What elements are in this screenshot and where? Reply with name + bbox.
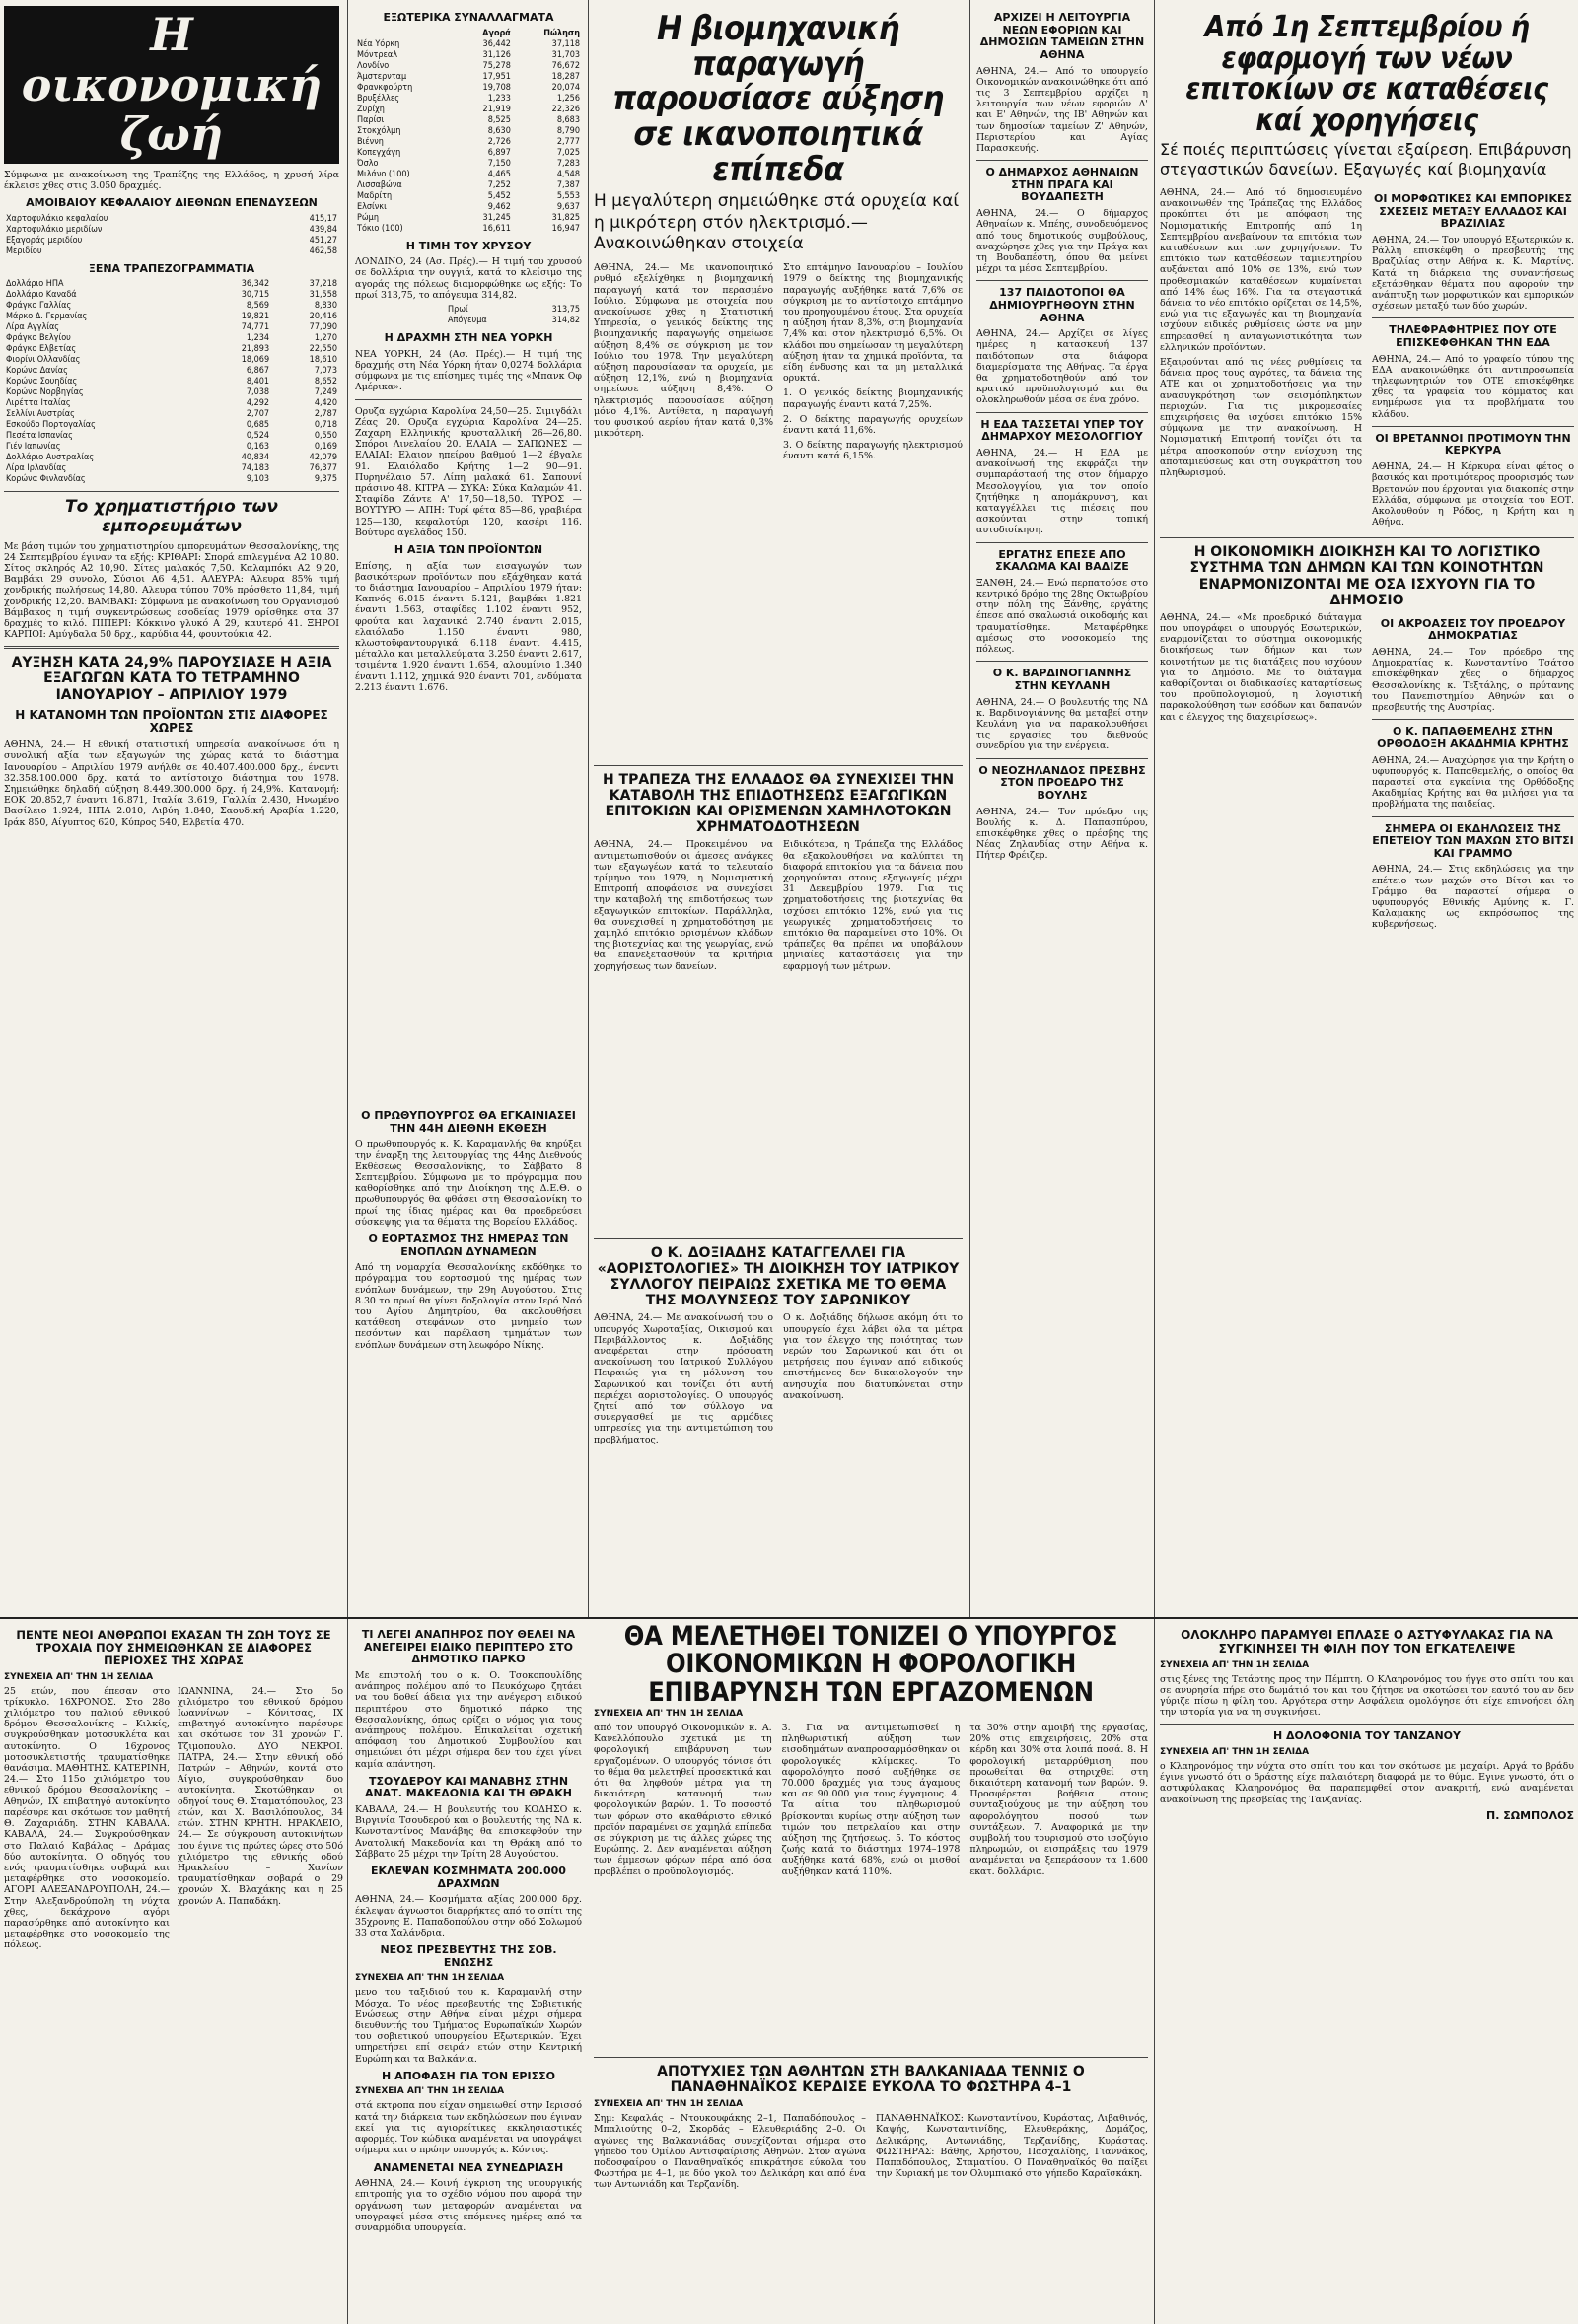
banknotes-table-title: ΞΕΝΑ ΤΡΑΠΕΖΟΓΡΑΜΜΑΤΙΑ bbox=[88, 261, 255, 275]
row-value: 4,420 bbox=[314, 398, 337, 409]
sports-continued: ΣΥΝΕΧΕΙΑ ΑΠ' ΤΗΝ 1Η ΣΕΛΙΔΑ bbox=[594, 2099, 744, 2110]
row-value: 9,375 bbox=[314, 474, 337, 485]
tax-text-2: 3. Για να αντιμετωπισθεί η πληθωριστική αύξηση των εισοδημάτων αναπροσαρμόσθηκαν οι φορολογικές κλίμακες. Το αφορολόγητο ποσό αυξήθηκε σε 70.000 δραχμές για τους άγαμους και σε 90.000 για τους έγγαμους. 4. Τα αίτια του πληθωρισμού βρίσκονται κυρίως στην αύξηση των τιμών του πετρελαίου και στην αύξηση της ζητήσεως. 5. Το κόστος ζωής κατά το διάστημα 1974–1978 αυξήθηκε κατά 68%, ενώ οι μισθοί αυξήθηκαν κατά 110%. bbox=[781, 1723, 961, 1877]
exports-text: ΑΘΗΝΑ, 24.— Η εθνική στατιστική υπηρεσία ανακοίνωσε ότι η συνολική αξία των εξαγωγών της χώρας κατά το διάστημα Ιανουαρίου – Απριλίου 1979 ανήλθε σε 40.407.400.000 δρχ., έναντι 32.358.100.000 δρχ. κατά το αντίστοιχο διάστημα του 1978. Σημειώθηκε δηλαδή αύξηση 8.449.300.000 δρχ. ή 24,9%. Κατανομή: ΕΟΚ 20.852,7 έναντι 16.871, Ιταλία 3.619, Γαλλία 2.430, Ηνωμένο Βασίλειο 1.924, ΗΠΑ 2.010, Λιβύη 1.840, Σαουδική Αραβία 1.220, Ιράκ 850, Αίγυπτος 620, Κύπρος 540, Ελβετία 470. bbox=[4, 739, 339, 828]
row-value: 8,830 bbox=[314, 301, 337, 312]
industry-text-2: Στο επτάμηνο Ιανουαρίου – Ιουλίου 1979 ο δείκτης της βιομηχανικής παραγωγής αυξήθηκε κατά 7,6% σε σύγκριση με το αντίστοιχο επτάμηνο του προηγουμένου έτους. Στα ορυχεία η αύξηση ήταν 8,3%, στη βιομηχανία 7,4% και στον ηλεκτρισμό 6,5%. Οι κλάδοι που σημείωσαν τη μεγαλύτερη αύξηση ήταν τα χημικά προϊόντα, τα είδη ένδυσης και τα μη μεταλλικά ορυκτά. bbox=[783, 262, 963, 385]
row-value: 4,548 bbox=[556, 169, 580, 179]
column-rule bbox=[1154, 1617, 1155, 2324]
row-value: 4,465 bbox=[487, 169, 511, 179]
row-value: 7,283 bbox=[556, 158, 580, 169]
banknote-row bbox=[4, 355, 339, 366]
row-label: Κορώνα Φινλανδίας bbox=[6, 474, 86, 485]
section-masthead: Η οικονομική ζωή bbox=[4, 6, 339, 164]
accidents-headline: ΠΕΝΤΕ ΝΕΟΙ ΑΝΘΡΩΠΟΙ ΕΧΑΣΑΝ ΤΗ ΖΩΗ ΤΟΥΣ ΣΕ ΤΡΟΧΑΙΑ ΠΟΥ ΣΗΜΕΙΩΘΗΚΑΝ ΣΕ ΔΙΑΦΟΡΕΣ ΠΕΡΙΟΧΕΣ ΤΗΣ ΧΩΡΑΣ bbox=[16, 1628, 331, 1668]
gold-row bbox=[446, 305, 582, 316]
committee-headline: ΑΝΑΜΕΝΕΤΑΙ ΝΕΑ ΣΥΝΕΔΡΙΑΣΗ bbox=[373, 2160, 564, 2174]
row-value: 37,218 bbox=[309, 279, 337, 290]
banknote-row bbox=[4, 431, 339, 442]
row-label: Φράγκο Γαλλίας bbox=[6, 301, 72, 312]
rate-row bbox=[355, 180, 582, 191]
accidents-text-2: ΙΩΑΝΝΙΝΑ, 24.— Στο 5ο χιλιόμετρο του εθνικού δρόμου Ιωαννίνων – Κόνιτσας, ΙΧ επιβατηγό αυτοκίνητο παρέσυρε και σκότωσε τον 31 χρονών Γ. Τζιμοπουλο. ΔΥΟ ΝΕΚΡΟΙ. ΠΑΤΡΑ, 24.— Στην εθνική οδό Πατρών – Αθηνών, κοντά στο Αίγιο, συγκρούσθηκαν δυο αυτοκίνητα. Σκοτώθηκαν οι οδηγοί τους Θ. Σταματόπουλος, 23 ετών, και Χ. Βασιλόπουλος, 34 ετών. ΣΤΗΝ ΚΡΗΤΗ. ΗΡΑΚΛΕΙΟ, 24.— Σε σύγκρουση αυτοκινήτων που έγινε τις πρώτες ώρες στο 50ό χιλιόμετρο της εθνικής οδού Ηρακλείου – Χανίων τραυματίσθηκαν σοβαρά ο 29 χρονών Χ. Βλαχάκης και η 25 χρονών Α. Παπαδάκη. bbox=[178, 1685, 343, 1907]
banknote-row bbox=[4, 366, 339, 377]
row-value: 74,183 bbox=[241, 463, 270, 474]
industry-text-1: ΑΘΗΝΑ, 24.— Με ικανοποιητικό ρυθμό εξελίχθηκε η βιομηχανική παραγωγή κατά τον περασμένο Ιούλιο. Σύμφωνα με στοιχεία που ανακοίνωσε χθες η Στατιστική Υπηρεσία, ο γενικός δείκτης της βιομηχανικής παραγωγής σημείωσε αύξηση 8,4% σε σύγκριση με τον Ιούλιο του 1978. Την μεγαλύτερη αύξηση παρουσίασαν τα ορυχεία, με αύξηση 12,1%, ενώ η βιομηχανία σημείωσε αύξηση 8,4%. Ο ηλεκτρισμός παρουσίασε αύξηση μόνο 4,1%. Αντίθετα, η παραγωγή του φυσικού αερίου ήταν κατά 0,3% μικρότερη. bbox=[594, 262, 773, 440]
row-value: 22,550 bbox=[309, 344, 337, 355]
row-label: Εσκούδο Πορτογαλίας bbox=[6, 420, 96, 431]
banknote-row bbox=[4, 301, 339, 312]
row-value: 40,834 bbox=[241, 453, 270, 463]
president-hearings-headline: ΟΙ ΑΚΡΟΑΣΕΙΣ ΤΟΥ ΠΡΟΕΔΡΟΥ ΔΗΜΟΚΡΑΤΙΑΣ bbox=[1380, 616, 1566, 643]
row-value: 1,270 bbox=[314, 333, 337, 344]
row-value: 7,073 bbox=[314, 366, 337, 377]
row-label: Ζυρίχη bbox=[357, 104, 385, 114]
saronikos-article bbox=[594, 1232, 963, 1617]
gold-price-headline: Η ΤΙΜΗ ΤΟΥ ΧΡΥΣΟΥ bbox=[405, 239, 532, 252]
row-value: 8,525 bbox=[487, 114, 511, 125]
ote-headline: ΤΗΛΕΦΡΑΦΗΤΡΙΕΣ ΠΟΥ ΟΤΕ ΕΠΙΣΚΕΦΘΗΚΑΝ ΤΗΝ ΕΔΑ bbox=[1389, 323, 1557, 349]
drachma-ny-text: ΝΕΑ ΥΟΡΚΗ, 24 (Ασ. Πρές).— Η τιμή της δραχμής στη Νέα Υόρκη ήταν 0,0274 δολλάρια σύμφωνα με τις επίσημες τιμές της «Μπανκ Οφ Αμέρικα». bbox=[355, 348, 582, 393]
row-value: 16,611 bbox=[482, 223, 511, 234]
row-value: 76,377 bbox=[309, 463, 337, 474]
banknote-row bbox=[4, 322, 339, 333]
tsouderou-text: ΚΑΒΑΛΑ, 24.— Η βουλευτής του ΚΟΔΗΣΟ κ. Βιργινία Τσουδερού και ο βουλευτής της ΝΔ κ. Κωνσταντίνος Μανάβης θα επισκεφθούν την Ανατολική Μακεδονία και τη Θράκη από το Σάββατο 25 μέχρι την Τρίτη 28 Αυγούστου. bbox=[355, 1804, 582, 1860]
policeman-headline: ΟΛΟΚΛΗΡΟ ΠΑΡΑΜΥΘΙ ΕΠΛΑΣΕ Ο ΑΣΤΥΦΥΛΑΚΑΣ ΓΙΑ ΝΑ ΣΥΓΚΙΝΗΣΕΙ ΤΗ ΦΙΛΗ ΠΟΥ ΤΟΝ ΕΓΚΑΤΕΛΕΙΨΕ bbox=[1181, 1628, 1553, 1655]
tax-offices-text: ΑΘΗΝΑ, 24.— Από το υπουργείο Οικονομικών ανακοινώθηκε ότι από τις 3 Σεπτεμβρίου αρχίζει η λειτουργία των νέων εφοριών Δ' και Ε' Αθηνών, της ΙΒ' Αθηνών και των δημοσίων ταμείων Ζ' Αθηνών, Περιστερίου και Αγίας Παρασκευής. bbox=[976, 65, 1148, 154]
soviet-ambassador-continued: ΣΥΝΕΧΕΙΑ ΑΠ' ΤΗΝ 1Η ΣΕΛΙΔΑ bbox=[355, 1973, 505, 1984]
vitsi-grammos-headline: ΣΗΜΕΡΑ ΟΙ ΕΚΔΗΛΩΣΕΙΣ ΤΗΣ ΕΠΕΤΕΙΟΥ ΤΩΝ ΜΑΧΩΝ ΣΤΟ ΒΙΤΣΙ ΚΑΙ ΓΡΑΜΜΟ bbox=[1372, 821, 1574, 860]
eda-text: ΑΘΗΝΑ, 24.— Η ΕΔΑ με ανακοίνωσή της εκφράζει την συμπαράστασή της στον δήμαρχο Μεσολογγίου, για τον οποίο ζητήθηκε η απομάκρυνση, και καταγγέλλει τις πιέσεις που ασκούνται στην τοπική αυτοδιοίκηση. bbox=[976, 447, 1148, 536]
row-value: 7,387 bbox=[556, 179, 580, 190]
row-label: Κορώνα Δανίας bbox=[6, 366, 68, 377]
row-value: 8,630 bbox=[487, 125, 511, 136]
banknote-row bbox=[4, 344, 339, 355]
ierissos-text: στά εκτροπα που είχαν σημειωθεί στην Ιερισσό κατά την διάρκεια των εκδηλώσεων που έγιναν εκεί για τις αγιορείτικες εκκλησιαστικές αφορμές. Τον κώδικα αναμένεται να υπογράψει σήμερα και ο πρώην υπουργός κ. Κόντος. bbox=[355, 2100, 582, 2156]
tax-offices-headline: ΑΡΧΙΖΕΙ Η ΛΕΙΤΟΥΡΓΙΑ ΝΕΩΝ ΕΦΟΡΙΩΝ ΚΑΙ ΔΗΜΟΣΙΩΝ ΤΑΜΕΙΩΝ ΣΤΗΝ ΑΘΗΝΑ bbox=[979, 11, 1145, 61]
row-value: 9,462 bbox=[487, 201, 511, 212]
row-value: 20,416 bbox=[309, 312, 337, 322]
row-label: Κορώνα Νορβηγίας bbox=[6, 387, 84, 398]
interest-lead: Σέ ποιές περιπτώσεις γίνεται εξαίρεση. Επιβάρυνση στεγαστικών δανείων. Εξαγωγές καί βιομηχανία bbox=[1160, 140, 1572, 178]
column-economy bbox=[4, 6, 339, 1682]
accidents-text-1: 25 ετών, που έπεσαν στο τρίκυκλο. 16ΧΡΟΝΟΣ. Στο 28ο χιλιόμετρο του παλιού εθνικού δρόμου Θεσσαλονίκης – Κιλκίς, συγκρούσθηκαν μοτοσυκλέτα και αυτοκίνητο. Ο 16χρονος μοτοσυκλετιστής τραυματίσθηκε θανάσιμα. ΜΑΘΗΤΗΣ. ΚΑΤΕΡΙΝΗ, 24.— Στο 115ο χιλιόμετρο του εθνικού δρόμου Θεσσαλονίκης – Αθηνών, ΙΧ επιβατηγό αυτοκίνητο παρέσυρε και σκότωσε τον μαθητή Θ. Ζαχαριάδη. ΣΤΗΝ ΚΑΒΑΛΑ. ΚΑΒΑΛΑ, 24.— Συγκρούσθηκαν στο Παλαιό Καβάλας – Δράμας δύο αυτοκίνητα. Ο οδηγός του ενός τραυματίσθηκε σοβαρά και μεταφέρθηκε στο νοσοκομείο. ΑΓΟΡΙ. ΑΛΕΞΑΝΔΡΟΥΠΟΛΗ, 24.— Στην Αλεξανδρούπολη τη νύχτα χθες, δεκάχρονο αγόρι παρασύρθηκε από αυτοκίνητο και μεταφέρθηκε στο νοσοκομείο της πόλεως. bbox=[4, 1685, 170, 1951]
row-label: Βρυξέλλες bbox=[357, 93, 399, 104]
pm-fair-headline: Ο ΠΡΩΘΥΠΟΥΡΓΟΣ ΘΑ ΕΓΚΑΙΝΙΑΣΕΙ ΤΗΝ 44Η ΔΙΕΘΝΗ ΕΚΘΕΣΗ bbox=[361, 1109, 576, 1135]
banknote-row bbox=[4, 279, 339, 290]
row-value: 18,069 bbox=[241, 355, 270, 366]
fund-table-title: ΑΜΟΙΒΑΙΟΥ ΚΕΦΑΛΑΙΟΥ ΔΙΕΘΝΩΝ ΕΠΕΝΔΥΣΕΩΝ bbox=[26, 196, 318, 210]
industry-list-2: 2. Ο δείκτης παραγωγής ορυχείων έναντι κατά 11,6%. bbox=[783, 413, 963, 437]
rates-header-cell bbox=[355, 29, 458, 39]
row-value: 20,074 bbox=[551, 82, 580, 93]
column-news bbox=[976, 6, 1148, 1623]
row-value: 2,777 bbox=[556, 136, 580, 147]
row-value: 6,867 bbox=[246, 366, 270, 377]
rate-row bbox=[355, 83, 582, 94]
municipal-finance-text: ΑΘΗΝΑ, 24.— «Με προεδρικό διάταγμα που υπογράφει ο υπουργός Εσωτερικών, εναρμονίζεται το σύστημα οικονομικής διοικήσεως των δήμων και των κοινοτήτων με τις διατάξεις που ισχύουν για το Δημόσιο. Με το διάταγμα καθορίζονται οι διαδικασίες καταρτίσεως του προϋπολογισμού, η λογιστική παρακολούθηση των εσόδων και δαπανών και ο έλεγχος της διαχειρίσεως». bbox=[1160, 611, 1362, 723]
tanzanian-murder-continued: ΣΥΝΕΧΕΙΑ ΑΠ' ΤΗΝ 1Η ΣΕΛΙΔΑ bbox=[1160, 1747, 1310, 1758]
row-value: 5,452 bbox=[487, 190, 511, 201]
rates-header-cell: Αγορά bbox=[482, 28, 511, 38]
column-rule bbox=[347, 0, 348, 1617]
industry-list-3: 3. Ο δείκτης παραγωγής ηλεκτρισμού έναντι κατά 6,15%. bbox=[783, 440, 963, 462]
row-label: Κοπεγχάγη bbox=[357, 147, 401, 158]
row-value: 1,256 bbox=[556, 93, 580, 104]
rate-row bbox=[355, 94, 582, 105]
corfu-headline: ΟΙ ΒΡΕΤΑΝΝΟΙ ΠΡΟΤΙΜΟΥΝ ΤΗΝ ΚΕΡΚΥΡΑ bbox=[1375, 431, 1571, 458]
new-zealand-text: ΑΘΗΝΑ, 24.— Τον πρόεδρο της Βουλής κ. Δ. Παπασπύρου, επισκέφθηκε χθες ο πρέσβης της Νέας Ζηλανδίας στην Αθήνα κ. Πήτερ Φρέιζερ. bbox=[976, 806, 1148, 862]
row-label: Βιέννη bbox=[357, 136, 384, 147]
vardinoyannis-text: ΑΘΗΝΑ, 24.— Ο βουλευτής της ΝΔ κ. Βαρδινογιάννης θα μεταβεί στην Κευλάνη για να παρακολουθήσει τις εργασίες του διεθνούς συνεδρίου για την ενέργεια. bbox=[976, 696, 1148, 752]
exports-headline: ΑΥΞΗΣΗ ΚΑΤΑ 24,9% ΠΑΡΟΥΣΙΑΣΕ Η ΑΞΙΑ ΕΞΑΓΩΓΩΝ ΚΑΤΑ ΤΟ ΤΕΤΡΑΜΗΝΟ ΙΑΝΟΥΑΡΙΟΥ – ΑΠΡΙΛΙΟΥ 1979 bbox=[11, 655, 332, 703]
column-interest bbox=[1160, 6, 1574, 1623]
row-value: 415,17 bbox=[309, 213, 337, 224]
industry-article bbox=[594, 6, 963, 755]
row-label: Άμστερνταμ bbox=[357, 71, 407, 82]
rate-row bbox=[355, 126, 582, 137]
row-label: Γιέν Ιαπωνίας bbox=[6, 442, 61, 453]
column-interest-bottom bbox=[1160, 1623, 1574, 2319]
column-rule bbox=[347, 1617, 348, 2324]
row-label: Ρώμη bbox=[357, 212, 379, 223]
column-rule bbox=[969, 0, 970, 1617]
gold-price-text: ΛΟΝΔΙΝΟ, 24 (Ασ. Πρές).— Η τιμή του χρυσού σε δολλάρια την ουγγιά, κατά το κλείσιμο της αγοράς της πόλεως διαμορφώθηκε ως εξής: Το πρωί 313,75, το απόγευμα 314,82. bbox=[355, 256, 582, 301]
row-value: 17,951 bbox=[482, 71, 511, 82]
row-value: 5,553 bbox=[556, 190, 580, 201]
byline: Π. ΣΩΜΠΟΛΟΣ bbox=[1486, 1808, 1574, 1822]
industry-headline: Η βιομηχανική παραγωγή παρουσίασε αύξηση σε ικανοποιητικά επίπεδα bbox=[612, 9, 944, 189]
rate-row bbox=[355, 148, 582, 159]
industry-list-1: 1. Ο γενικός δείκτης βιομηχανικής παραγωγής έναντι κατά 7,25%. bbox=[783, 387, 963, 410]
policeman-text: στις ξένες της Τετάρτης προς την Πέμπτη. Ο ΚΛαηρονόμος του ήγγε στο σπίτι του και σε ανυρησία πήρε στο δωμάτιό του και του ζήτησε να σκοτώσει τον εαυτό του αν δεν γύριζε πίσω η φίλη του. Αργότερα στην Ασφάλεια ομολόγησε ότι είχε επινοήσει όλη την ιστορία για να τη συγκινήσει. bbox=[1160, 1673, 1574, 1719]
row-label: Απόγευμα bbox=[448, 316, 487, 326]
row-value: 0,718 bbox=[314, 420, 337, 431]
row-value: 36,342 bbox=[241, 279, 270, 290]
row-label: Φιορίνι Ολλανδίας bbox=[6, 355, 81, 366]
row-label: Σελλίνι Αυστρίας bbox=[6, 409, 75, 420]
row-value: 31,126 bbox=[482, 49, 511, 60]
row-value: 9,637 bbox=[556, 201, 580, 212]
saronikos-text-2: Ο κ. Δοξιάδης δήλωσε ακόμη ότι το υπουργείο έχει λάβει όλα τα μέτρα για τον έλεγχο της ποιότητας των νερών του Σαρωνικού και ότι οι μετρήσεις που έγιναν από ειδικούς επιστήμονες δεν δικαιολογούν την ανησυχία που διατυπώνεται στην ανακοίνωση. bbox=[783, 1312, 963, 1401]
commodity-prices-text: Ορυζα εγχώρια Καρολίνα 24,50—25. Σιμιγδάλι Ζέας 20. Ορυζα εγχώρια Καρολίνα 24—25. Ζαχαρη Ελληνικής κρυσταλλική 26—26,80. Σπόροι Λινελαίου 20. ΕΛΑΙΑ — ΣΑΠΩΝΕΣ — ΕΛΑΙΑΙ: Ελαιον ηπείρου βαθμού 1—2 έβγαλε 91. Ελαιόλαδο Κρήτης 1—2 90—91. Πυρηνέλαιο 57. Λίπη μαλακά 61. Σαπουνί πράσινο 48. ΚΙΤΡΑ — ΣΥΚΑ: Σύκα Καλαμών 41. Σταφίδα Ζάντε Α' 17,50—18,50. ΤΥΡΟΣ — ΒΟΥΤΥΡΟ — ΑΠΗ: Τυρί φέτα 85—86, γραβιέρα 125—130, κεφαλοτύρι 120, κασέρι 116. Βούτυρο αγελάδος 150. bbox=[355, 405, 582, 538]
row-value: 36,442 bbox=[482, 38, 511, 49]
row-value: 1,234 bbox=[246, 333, 270, 344]
crete-academy-text: ΑΘΗΝΑ, 24.— Αναχώρησε για την Κρήτη ο υφυπουργός κ. Παπαθεμελής, ο οποίος θα παραστεί στα εγκαίνια της Ορθόδοξης Ακαδημίας Κρήτης και θα μιλήσει για τα προβλήματα της παιδείας. bbox=[1372, 754, 1574, 810]
row-value: 30,715 bbox=[241, 290, 270, 301]
row-value: 451,27 bbox=[309, 235, 337, 246]
sports-article bbox=[594, 2051, 1148, 2319]
row-value: 18,610 bbox=[309, 355, 337, 366]
column-centre-bottom bbox=[355, 1623, 582, 2319]
row-value: 19,821 bbox=[241, 312, 270, 322]
banknote-row bbox=[4, 387, 339, 398]
column-rule bbox=[1154, 0, 1155, 1617]
row-value: 6,897 bbox=[487, 147, 511, 158]
tax-article bbox=[594, 1623, 1148, 2047]
eda-headline: Η ΕΔΑ ΤΑΣΣΕΤΑΙ ΥΠΕΡ ΤΟΥ ΔΗΜΑΡΧΟΥ ΜΕΣΟΛΟΓΓΙΟΥ bbox=[980, 417, 1144, 444]
row-value: 76,672 bbox=[551, 60, 580, 71]
row-value: 8,683 bbox=[556, 114, 580, 125]
row-label: Μιλάνο (100) bbox=[357, 169, 410, 179]
row-value: 0,685 bbox=[246, 420, 270, 431]
sports-text-2: ΠΑΝΑΘΗΝΑΪΚΟΣ: Κωνσταντίνου, Κυράστας, Λιβαθινός, Καψής, Κωνσταντινίδης, Ελευθεράκης, Δομάζος, Δελικάρης, Αντωνιάδης, Τερζανίδης, Κυράστας. ΦΩΣΤΗΡΑΣ: Βάθης, Χρήστου, Πασχαλίδης, Γιαννάκος, Παπαδόπουλος, Σταματίου. Ο Παναθηναϊκός θα παίξει την Κυριακή με τον Ολυμπιακό στο γήπεδο Καραϊσκάκη. bbox=[876, 2113, 1148, 2180]
industry-lead: Η μεγαλύτερη σημειώθηκε στά ορυχεία καί η μικρότερη στόν ηλεκτρισμό.— Ανακοινώθηκαν στοιχεία bbox=[594, 191, 960, 253]
row-label: Εξαγοράς μεριδίου bbox=[6, 235, 83, 246]
bank-text-2: Ειδικότερα, η Τράπεζα της Ελλάδος θα εξακολουθήσει να καλύπτει τη διαφορά επιτοκίου για τα δάνεια που χορηγούνται στους εξαγωγείς μέχρι 31 Δεκεμβρίου 1979. Για τις χρηματοδοτήσεις της βιοτεχνίας θα ισχύσει επιτόκιο 12%, ενώ για τις γεωργικές χρηματοδοτήσεις το επιτόκιο θα παραμείνει στο 10%. Οι τράπεζες θα πρέπει να υποβάλουν μηνιαίες καταστάσεις για την εφαρμογή των μέτρων. bbox=[783, 839, 963, 972]
ierissos-continued: ΣΥΝΕΧΕΙΑ ΑΠ' ΤΗΝ 1Η ΣΕΛΙΔΑ bbox=[355, 2086, 505, 2097]
rate-row bbox=[355, 39, 582, 50]
banknote-row bbox=[4, 377, 339, 387]
tax-headline: ΘΑ ΜΕΛΕΤΗΘΕΙ ΤΟΝΙΖΕΙ Ο ΥΠΟΥΡΓΟΣ ΟΙΚΟΝΟΜΙΚΩΝ Η ΦΟΡΟΛΟΓΙΚΗ ΕΠΙΒΑΡΥΝΣΗ ΤΩΝ ΕΡΓΑΖΟΜΕΝΩΝ bbox=[623, 1623, 1118, 1708]
armed-forces-headline: Ο ΕΟΡΤΑΣΜΟΣ ΤΗΣ ΗΜΕΡΑΣ ΤΩΝ ΕΝΟΠΛΩΝ ΔΥΝΑΜΕΩΝ bbox=[368, 1232, 569, 1258]
rate-row bbox=[355, 61, 582, 72]
row-label: Νέα Υόρκη bbox=[357, 38, 400, 49]
row-value: 1,233 bbox=[487, 93, 511, 104]
column-rule bbox=[588, 0, 589, 1617]
row-value: 75,278 bbox=[482, 60, 511, 71]
fund-table bbox=[4, 214, 339, 257]
exports-subheadline: Η ΚΑΤΑΝΟΜΗ ΤΩΝ ΠΡΟΪΟΝΤΩΝ ΣΤΙΣ ΔΙΑΦΟΡΕΣ ΧΩΡΕΣ bbox=[15, 707, 328, 736]
vitsi-grammos-text: ΑΘΗΝΑ, 24.— Στις εκδηλώσεις για την επέτειο των μαχών στο Βίτσι και το Γράμμο θα παραστεί σήμερα ο υφυπουργός Εθνικής Αμύνης κ. Γ. Καλαμακης ως εκπρόσωπος της κυβερνήσεως. bbox=[1372, 864, 1574, 931]
vardinoyannis-headline: Ο Κ. ΒΑΡΔΙΝΟΓΙΑΝΝΗΣ ΣΤΗΝ ΚΕΥΛΑΝΗ bbox=[992, 667, 1132, 692]
rate-row bbox=[355, 105, 582, 115]
drachma-ny-headline: Η ΔΡΑΧΜΗ ΣΤΗ ΝΕΑ ΥΟΡΚΗ bbox=[384, 331, 553, 345]
committee-text: ΑΘΗΝΑ, 24.— Κοινή έγκριση της υπουργικής επιτροπής για το σχέδιο νόμου που αφορά την οργάνωση των μεταφορών αναμένεται να υπογραφεί μέσα στις επόμενες ημέρες από τα συναρμόδια υπουργεία. bbox=[355, 2178, 582, 2233]
rate-row bbox=[355, 137, 582, 148]
rate-row bbox=[355, 115, 582, 126]
row-value: 31,703 bbox=[551, 49, 580, 60]
row-value: 42,079 bbox=[309, 453, 337, 463]
row-label: Λονδίνο bbox=[357, 60, 390, 71]
pm-fair-text: Ο πρωθυπουργός κ. Κ. Καραμανλής θα κηρύξει την έναρξη της λειτουργίας της 44ης Διεθνούς Εκθέσεως Θεσσαλονίκης, το Σάββατο 8 Σεπτεμβρίου. Σύμφωνα με το πρόγραμμα που καθορίσθηκε από την Διοίκηση της Δ.Ε.Θ. ο πρωθυπουργός θα φθάσει στη Θεσσαλονίκη το πρωί της ίδιας ημέρας και θα προεδρεύσει σύσκεψης για τα θέματα της Βορείου Ελλάδος. bbox=[355, 1139, 582, 1228]
soviet-ambassador-headline: ΝΕΟΣ ΠΡΕΣΒΕΥΤΗΣ ΤΗΣ ΣΟΒ. ΕΝΩΣΗΣ bbox=[380, 1943, 557, 1969]
fund-row bbox=[4, 246, 339, 257]
row-label: Δολλάριο Καναδά bbox=[6, 290, 77, 301]
mayor-headline: Ο ΔΗΜΑΡΧΟΣ ΑΘΗΝΑΙΩΝ ΣΤΗΝ ΠΡΑΓΑ ΚΑΙ ΒΟΥΔΑΠΕΣΤΗ bbox=[985, 166, 1139, 204]
column-centre-lower bbox=[355, 1104, 582, 1617]
row-value: 16,947 bbox=[551, 223, 580, 234]
row-label: Ελσίνκι bbox=[357, 201, 387, 212]
playgrounds-text: ΑΘΗΝΑ, 24.— Αρχίζει σε λίγες ημέρες η κατασκευή 137 παιδότοπων στα διάφορα διαμερίσματα της Αθήνας. Τα έργα θα χρηματοδοτηθούν από τον κρατικό προϋπολογισμό και θα ολοκληρωθούν μέσα σε ένα χρόνο. bbox=[976, 328, 1148, 406]
rates-header-cell: Πώληση bbox=[543, 28, 580, 38]
product-value-headline: Η ΑΞΙΑ ΤΩΝ ΠΡΟΪΟΝΤΩΝ bbox=[394, 542, 543, 556]
gold-price-table bbox=[446, 305, 582, 326]
soviet-ambassador-text: μενο του ταξιδιού του κ. Καραμανλή στην Μόσχα. Το νέος πρεσβευτής της Σοβιετικής Ενώσεως στην Αθήνα είναι μέχρι σήμερα διευθυντής του Τμήματος Ευρωπαϊκών Χωρών του σοβιετικού υπουργείου Εξωτερικών. Έχει υπηρετήσει επί σειράν ετών στην Κεντρική Ευρώπη και τα Βαλκάνια. bbox=[355, 1987, 582, 2065]
row-value: 18,287 bbox=[551, 71, 580, 82]
interest-text-2: Εξαιρούνται από τις νέες ρυθμίσεις τα δάνεια προς τους αγρότες, τα δάνεια της ΑΤΕ και οι χρηματοδοτήσεις για την ανασυγκρότηση των σεισμόπληκτων περιοχών. Για τις μικρομεσαίες επιχειρήσεις θα ισχύσει επιτόκιο 15% σύμφωνα με την ανακοίνωση. Η Νομισματική Επιτροπή τονίζει ότι τα μέτρα αποσκοπούν στην ενίσχυση της αποταμιεύσεως και στη συγκράτηση του πληθωρισμού. bbox=[1160, 357, 1362, 479]
corfu-text: ΑΘΗΝΑ, 24.— Η Κέρκυρα είναι φέτος ο βασικός και προτιμότερος προορισμός των Βρετανών που έρχονται για διακοπές στην Ελλάδα, σύμφωνα με στοιχεία του ΕΟΤ. Ακολουθούν η Ρόδος, η Κρήτη και η Αθήνα. bbox=[1372, 461, 1574, 528]
gold-row bbox=[446, 316, 582, 326]
jewel-theft-headline: ΕΚΛΕΨΑΝ ΚΟΣΜΗΜΑΤΑ 200.000 ΔΡΑΧΜΩΝ bbox=[371, 1865, 566, 1890]
rate-row bbox=[355, 213, 582, 224]
jewel-theft-text: ΑΘΗΝΑ, 24.— Κοσμήματα αξίας 200.000 δρχ. έκλεψαν άγνωστοι διαρρήκτες από το σπίτι της 35χρονης Ε. Παπαδοπούλου στην οδό Σολωμού 33 στα Χαλάνδρια. bbox=[355, 1894, 582, 1938]
row-label: Τόκιο (100) bbox=[357, 223, 403, 234]
row-value: 31,558 bbox=[309, 290, 337, 301]
armed-forces-text: Από τη νομαρχία Θεσσαλονίκης εκδόθηκε το πρόγραμμα του εορτασμού της ημέρας των ενόπλων δυνάμεων, την 29η Αυγούστου. Στις 8.30 το πρωί θα γίνει δοξολογία στον Ιερό Ναό του Αγίου Δημητρίου, θα ακολουθήσει κατάθεση στεφάνων στο μνημείο των πεσόντων και παρέλαση τμημάτων των ενόπλων δυνάμεων στη λεωφόρο Νίκης. bbox=[355, 1262, 582, 1351]
mayor-text: ΑΘΗΝΑ, 24.— Ο δήμαρχος Αθηναίων κ. Μπέης, συνοδευόμενος από τους δημοτικούς συμβούλους, αναχώρησε χθες για την Πράγα και τη Βουδαπέστη, όπου θα μείνει μέχρι τα μέσα Σεπτεμβρίου. bbox=[976, 208, 1148, 275]
rate-row bbox=[355, 191, 582, 202]
commodity-market-text: Με βάση τιμών του χρηματιστηρίου εμπορευμάτων Θεσσαλονίκης, της 24 Σεπτεμβρίου έγιναν τα εξής: ΚΡΙΘΑΡΙ: Σπορά επιλεγμένα Α2 10,80. Σίτος σκληρός Α2 10,90. Σίτες μαλακός 7,50. Καλαμπόκι Α2 9,20, Βαμβάκι 29 συνολο, Σύσιοι Α6 4,51. ΑΛΕΥΡΑ: Αλευρα 85% τιμή χονδρικής πωλήσεως 14,80. Αλευρα τύπου 70% πρόσθετο 11,84, τιμή χονδρικής 12,20. ΒΑΜΒΑΚΙ: Σύμφωνα με ανακοίνωση του Οργανισμού Βάμβακος η τιμή συγκεντρώσεως εσοδείας 1979 ορίσθηκε στα 37 δραχμές το κιλό. ΠΙΠΕΡΙ: Κόκκινο γλυκό Α 29, καυτερό 41. ΞΗΡΟΙ ΚΑΡΠΟΙ: Αμύγδαλα 50 δρχ., καρύδια 44, φουντούκια 42. bbox=[4, 540, 339, 641]
row-value: 8,401 bbox=[246, 377, 270, 387]
banknotes-table bbox=[4, 279, 339, 485]
row-label: Κορώνα Σουηδίας bbox=[6, 377, 78, 387]
row-label: Δολλάριο ΗΠΑ bbox=[6, 279, 64, 290]
row-value: 2,707 bbox=[246, 409, 270, 420]
row-value: 74,771 bbox=[241, 322, 270, 333]
tsouderou-headline: ΤΣΟΥΔΕΡΟΥ ΚΑΙ ΜΑΝΑΒΗΣ ΣΤΗΝ ΑΝΑΤ. ΜΑΚΕΔΟΝΙΑ ΚΑΙ ΤΗ ΘΡΑΚΗ bbox=[365, 1774, 572, 1800]
worker-headline: ΕΡΓΑΤΗΣ ΕΠΕΣΕ ΑΠΟ ΣΚΑΛΩΜΑ ΚΑΙ ΒΑΔΙΖΕ bbox=[995, 547, 1129, 574]
saronikos-text-1: ΑΘΗΝΑ, 24.— Με ανακοίνωσή του ο υπουργός Χωροταξίας, Οικισμού και Περιβάλλοντος κ. Δοξιάδης αναφέρεται στην πρόσφατη ανακοίνωση του Ιατρικού Συλλόγου Πειραιώς για τη μόλυνση του Σαρωνικού και τονίζει ότι αυτή περιέχει αοριστολογίες. Ο υπουργός ζητεί από τον σύλλογο να συνεργασθεί με τις αρμόδιες υπηρεσίες για την αντιμετώπιση του προβλήματος. bbox=[594, 1312, 773, 1445]
row-value: 2,726 bbox=[487, 136, 511, 147]
row-label: Φράγκο Ελβετίας bbox=[6, 344, 77, 355]
banknote-row bbox=[4, 453, 339, 463]
new-zealand-headline: Ο ΝΕΟΖΗΛΑΝΔΟΣ ΠΡΕΣΒΗΣ ΣΤΟΝ ΠΡΟΕΔΡΟ ΤΗΣ ΒΟΥΛΗΣ bbox=[978, 763, 1146, 802]
accidents-article bbox=[4, 1623, 343, 2319]
row-value: 8,790 bbox=[556, 125, 580, 136]
row-label: Πρωί bbox=[448, 305, 468, 316]
row-label: Μάρκο Δ. Γερμανίας bbox=[6, 312, 88, 322]
row-label: Μεριδίου bbox=[6, 246, 42, 256]
fund-row bbox=[4, 225, 339, 236]
banknote-row bbox=[4, 463, 339, 474]
row-value: 31,245 bbox=[482, 212, 511, 223]
bank-text-1: ΑΘΗΝΑ, 24.— Προκειμένου να αντιμετωπισθούν οι άμεσες ανάγκες των εξαγωγέων κατά το τελευταίο τρίμηνο του 1979, η Νομισματική Επιτροπή αποφάσισε να συνεχίσει την καταβολή της επιδοτήσεως των εξαγωγικών επιτοκίων. Παράλληλα, θα συνεχισθεί η χρηματοδότηση με χαμηλό επιτόκιο ορισμένων κλάδων της βιοτεχνίας και της γεωργίας, ενώ θα επανεξετασθούν τα κριτήρια χορηγήσεως των δανείων. bbox=[594, 839, 773, 972]
row-value: 8,652 bbox=[314, 377, 337, 387]
tax-continued: ΣΥΝΕΧΕΙΑ ΑΠ' ΤΗΝ 1Η ΣΕΛΙΔΑ bbox=[594, 1709, 744, 1720]
brazil-relations-text: ΑΘΗΝΑ, 24.— Τον υπουργό Εξωτερικών κ. Ράλλη επισκέφθη ο πρεσβευτής της Βραζιλίας στην Αθήνα κ. Κ. Μαρτίνς. Κατά τη διάρκεια της συναντήσεως εξετάσθηκαν θέματα που αφορούν την ανάπτυξη των μορφωτικών και εμπορικών σχέσεων μεταξύ των δύο χωρών. bbox=[1372, 234, 1574, 313]
banknote-row bbox=[4, 333, 339, 344]
tanzanian-murder-text: ο Κλαηρονόμος την νύχτα στο σπίτι του και τον σκότωσε με μαχαίρι. Αργά το βράδυ έγινε γνωστό ότι ο δράστης είχε παλαιότερη διαφορά με το θύμα. Εγινε γνωστό, ότι ο αστυφύλακας Κλαηρονόμος θα παραπεμφθεί στον ανακριτή, ενώ αναμένεται ανακοίνωση της πρεσβείας της Τανζανίας. bbox=[1160, 1761, 1574, 1805]
rate-row bbox=[355, 72, 582, 83]
foreign-exchange-title: ΕΞΩΤΕΡΙΚΑ ΣΥΝΑΛΛΑΓΜΑΤΑ bbox=[383, 11, 554, 24]
commodity-market-headline: Το χρηματιστήριο των εμπορευμάτων bbox=[65, 497, 278, 537]
playgrounds-headline: 137 ΠΑΙΔΟΤΟΠΟΙ ΘΑ ΔΗΜΙΟΥΡΓΗΘΟΥΝ ΣΤΗΝ ΑΘΗΝΑ bbox=[989, 286, 1135, 324]
rate-row bbox=[355, 224, 582, 235]
row-label: Λίρα Ιρλανδίας bbox=[6, 463, 67, 474]
row-value: 7,025 bbox=[556, 147, 580, 158]
accidents-continued: ΣΥΝΕΧΕΙΑ ΑΠ' ΤΗΝ 1Η ΣΕΛΙΔΑ bbox=[4, 1671, 154, 1682]
president-hearings-text: ΑΘΗΝΑ, 24.— Τον πρόεδρο της Δημοκρατίας κ. Κωνσταντίνο Τσάτσο επισκέφθηκαν χθες ο δήμαρχος Θεσσαλονίκης κ. Τεξτάλης, ο πρύτανης του Πανεπιστημίου Αθηνών και ο πρεσβευτής της Αυστρίας. bbox=[1372, 647, 1574, 714]
row-label: Λιρέττα Ιταλίας bbox=[6, 398, 71, 409]
tanzanian-murder-headline: Η ΔΟΛΟΦΟΝΙΑ ΤΟΥ ΤΑΝΖΑΝΟΥ bbox=[1273, 1729, 1461, 1743]
row-value: 0,163 bbox=[246, 442, 270, 453]
rate-row bbox=[355, 202, 582, 213]
banknote-row bbox=[4, 409, 339, 420]
row-value: 8,569 bbox=[246, 301, 270, 312]
banknote-row bbox=[4, 290, 339, 301]
park-kiosk-text: Με επιστολή του ο κ. Ο. Τσοκοπουλίδης ανάπηρος πολέμου από το Πευκόχωρο ζητάει να του δοθεί άδεια για την ανέγερση ειδικού περιπτέρου στο δημοτικό πάρκο της Θεσσαλονίκης, όπως ορίζει ο νόμος για τους ανάπηρους πολέμου. Επικαλείται σχετική απόφαση του Δημοτικού Συμβουλίου και σημειώνει ότι μέχρι σήμερα δεν του έχει γίνει καμία απάντηση. bbox=[355, 1669, 582, 1770]
row-value: 37,118 bbox=[551, 38, 580, 49]
tax-text-1: από τον υπουργό Οικονομικών κ. Α. Κανελλόπουλο σχετικά με τη φορολογική επιβάρυνση των εργαζομένων. Ο υπουργός τόνισε ότι το θέμα θα μελετηθεί προσεκτικά και ότι θα ληφθούν μέτρα για τη δικαιότερη κατανομή των φορολογικών βαρών. 1. Το ποσοστό των φόρων στο ακαθάριστο εθνικό προϊόν παραμένει σε χαμηλά επίπεδα σε σύγκριση με τις άλλες χώρες της Ευρώπης. 2. Δεν αναμένεται αύξηση των έμμεσων φόρων πέρα από όσα προβλέπει ο προϋπολογισμός. bbox=[594, 1723, 772, 1877]
row-value: 4,292 bbox=[246, 398, 270, 409]
row-value: 314,82 bbox=[551, 316, 580, 326]
row-value: 0,169 bbox=[314, 442, 337, 453]
banknote-row bbox=[4, 420, 339, 431]
brazil-relations-headline: ΟΙ ΜΟΡΦΩΤΙΚΕΣ ΚΑΙ ΕΜΠΟΡΙΚΕΣ ΣΧΕΣΕΙΣ ΜΕΤΑΞΥ ΕΛΛΑΔΟΣ ΚΑΙ ΒΡΑΖΙΛΙΑΣ bbox=[1374, 192, 1572, 231]
row-label: Χαρτοφυλάκιο μεριδίων bbox=[6, 224, 103, 235]
row-label: Μαδρίτη bbox=[357, 190, 393, 201]
row-value: 77,090 bbox=[309, 322, 337, 333]
row-label: Χαρτοφυλάκιο κεφαλαίου bbox=[6, 213, 108, 224]
row-value: 462,58 bbox=[309, 246, 337, 256]
sports-headline: ΑΠΟΤΥΧΙΕΣ ΤΩΝ ΑΘΛΗΤΩΝ ΣΤΗ ΒΑΛΚΑΝΙΑΔΑ ΤΕΝΝΙΣ Ο ΠΑΝΑΘΗΝΑΪΚΟΣ ΚΕΡΔΙΣΕ ΕΥΚΟΛΑ ΤΟ ΦΩΣΤΗΡΑ 4–1 bbox=[657, 2064, 1085, 2096]
ierissos-headline: Η ΑΠΟΦΑΣΗ ΓΙΑ ΤΟΝ ΕΡΙΣΣΟ bbox=[382, 2069, 555, 2082]
worker-text: ΞΑΝΘΗ, 24.— Ενώ περπατούσε στο κεντρικό δρόμο της 28ης Οκτωβρίου στην πόλη της Ξάνθης, εργάτης έπεσε από σκαλωσιά οικοδομής και τραυματίσθηκε. Μεταφέρθηκε αμέσως στο νοσοκομείο της πόλεως. bbox=[976, 577, 1148, 656]
product-value-text: Επίσης, η αξία των εισαγωγών των βασικότερων προϊόντων που εξάχθηκαν κατά το διάστημα Ιανουαρίου – Απριλίου 1979 ήταν: Καπνός 6.015 έναντι 5.121, βαμβάκι 1.821 έναντι 1.563, σταφίδες 1.102 έναντι 952, φρούτα και λαχανικά 2.740 έναντι 2.015, ελαιόλαδο 1.150 έναντι 980, κλωστοϋφαντουργικά 6.118 έναντι 4.415, μέταλλα και μεταλλεύματα 3.250 έναντι 2.617, τσιμέντα 1.920 έναντι 1.654, αλουμίνιο 1.340 έναντι 1.112, χημικά 920 έναντι 701, ενδύματα 2.213 έναντι 1.676. bbox=[355, 560, 582, 693]
row-label: Δολλάριο Αυστραλίας bbox=[6, 453, 95, 463]
row-value: 2,787 bbox=[314, 409, 337, 420]
fund-row bbox=[4, 214, 339, 225]
row-value: 21,919 bbox=[482, 104, 511, 114]
row-label: Παρίσι bbox=[357, 114, 385, 125]
rate-row bbox=[355, 170, 582, 180]
row-value: 22,326 bbox=[551, 104, 580, 114]
saronikos-headline: Ο Κ. ΔΟΞΙΑΔΗΣ ΚΑΤΑΓΓΕΛΛΕΙ ΓΙΑ «ΑΟΡΙΣΤΟΛΟΓΙΕΣ» ΤΗ ΔΙΟΙΚΗΣΗ ΤΟΥ ΙΑΤΡΙΚΟΥ ΣΥΛΛΟΓΟΥ ΠΕΙΡΑΙΩΣ ΣΧΕΤΙΚΑ ΜΕ ΤΟ ΘΕΜΑ ΤΗΣ ΜΟΛΥΝΣΕΩΣ ΤΟΥ ΣΑΡΩΝΙΚΟΥ bbox=[597, 1245, 960, 1309]
bank-headline: Η ΤΡΑΠΕΖΑ ΤΗΣ ΕΛΛΑΔΟΣ ΘΑ ΣΥΝΕΧΙΣΕΙ ΤΗΝ ΚΑΤΑΒΟΛΗ ΤΗΣ ΕΠΙΔΟΤΗΣΕΩΣ ΕΞΑΓΩΓΙΚΩΝ ΕΠΙΤΟΚΙΩΝ ΚΑΙ ΟΡΙΣΜΕΝΩΝ ΧΑΜΗΛΟΤΟΚΩΝ ΧΡΗΜΑΤΟΔΟΤΗΣΕΩΝ bbox=[602, 772, 955, 836]
row-value: 0,550 bbox=[314, 431, 337, 442]
interest-headline: Από 1η Σεπτεμβρίου ή εφαρμογή των νέων επιτοκίων σε καταθέσεις καί χορηγήσεις bbox=[1185, 10, 1548, 138]
sports-text-1: Σημ: Κεφαλάς – Ντουκουφάκης 2–1, Παπαδόπουλος – Μπαλιούτης 0–2, Σκορδάς – Ελευθεριάδης 2–0. Οι αγώνες της Βαλκανιάδας συνεχίζονται σήμερα στο γήπεδο του Ομίλου Αντισφαίρισης Αθηνών. Στον αγώνα ποδοσφαίρου ο Παναθηναϊκός επικράτησε εύκολα του Φωστήρα με 4–1, με δύο γκολ του Δελικάρη και από ένα των Αντωνιάδη και Τερζανίδη. bbox=[594, 2113, 866, 2191]
banknote-row bbox=[4, 442, 339, 453]
row-value: 9,103 bbox=[246, 474, 270, 485]
interest-text-1: ΑΘΗΝΑ, 24.— Από τό δημοσιευμένο ανακοινωθέν της Τράπεζας της Ελλάδος προκύπτει ότι με απόφαση της Νομισματικής Επιτροπής από 1η Σεπτεμβρίου ανεβαίνουν τα επιτόκια των καταθέσεων και των χορηγήσεων. Το επιτόκιο των καταθέσεων ταμιευτηρίου αυξάνεται από 10% σε 13%, ενώ των προθεσμιακών καταθέσεων κυμαίνεται από 14% έως 16%. Για τα στεγαστικά δάνεια το νέο επιτόκιο ορίζεται σε 14,5%, ενώ για τις εξαγωγές και τη βιομηχανία ισχύουν ειδικές ρυθμίσεις ώστε να μην επηρεασθεί η ανταγωνιστικότητα των ελληνικών προϊόντων. bbox=[1160, 187, 1362, 353]
policeman-continued: ΣΥΝΕΧΕΙΑ ΑΠ' ΤΗΝ 1Η ΣΕΛΙΔΑ bbox=[1160, 1659, 1310, 1670]
park-kiosk-headline: ΤΙ ΛΕΓΕΙ ΑΝΑΠΗΡΟΣ ΠΟΥ ΘΕΛΕΙ ΝΑ ΑΝΕΓΕΙΡΕΙ ΕΙΔΙΚΟ ΠΕΡΙΠΤΕΡΟ ΣΤΟ ΔΗΜΟΤΙΚΟ ΠΑΡΚΟ bbox=[361, 1628, 576, 1666]
crete-academy-headline: Ο Κ. ΠΑΠΑΘΕΜΕΛΗΣ ΣΤΗΝ ΟΡΘΟΔΟΞΗ ΑΚΑΔΗΜΙΑ ΚΡΗΤΗΣ bbox=[1377, 725, 1569, 750]
ote-text: ΑΘΗΝΑ, 24.— Από το γραφείο τύπου της ΕΔΑ ανακοινώθηκε ότι αντιπροσωπεία τηλεφωνητριών του ΟΤΕ επισκέφθηκε χθες τα γραφεία του κόμματος και ενημέρωσε για τα προβλήματα του κλάδου. bbox=[1372, 353, 1574, 420]
municipal-finance-headline: Η ΟΙΚΟΝΟΜΙΚΗ ΔΙΟΙΚΗΣΗ ΚΑΙ ΤΟ ΛΟΓΙΣΤΙΚΟ ΣΥΣΤΗΜΑ ΤΩΝ ΔΗΜΩΝ ΚΑΙ ΤΩΝ ΚΟΙΝΟΤΗΤΩΝ ΕΝΑΡΜΟΝΙΖΟΝΤΑΙ ΜΕ ΟΣΑ ΙΣΧΥΟΥΝ ΓΙΑ ΤΟ ΔΗΜΟΣΙΟ bbox=[1189, 544, 1544, 608]
foreign-exchange-table bbox=[355, 29, 582, 235]
bank-article bbox=[594, 759, 963, 1232]
row-value: 439,84 bbox=[309, 224, 337, 235]
row-value: 313,75 bbox=[551, 305, 580, 316]
rate-row bbox=[355, 50, 582, 61]
row-label: Λίρα Αγγλίας bbox=[6, 322, 60, 333]
row-value: 0,524 bbox=[246, 431, 270, 442]
row-value: 7,150 bbox=[487, 158, 511, 169]
rate-row bbox=[355, 159, 582, 170]
row-label: Φρανκφούρτη bbox=[357, 82, 413, 93]
row-value: 7,038 bbox=[246, 387, 270, 398]
row-label: Στοκχόλμη bbox=[357, 125, 401, 136]
row-value: 21,893 bbox=[241, 344, 270, 355]
banknote-row bbox=[4, 312, 339, 322]
row-label: Μόντρεαλ bbox=[357, 49, 397, 60]
banknote-row bbox=[4, 398, 339, 409]
fund-row bbox=[4, 236, 339, 246]
gold-sovereign-note: Σύμφωνα με ανακοίνωση της Τραπέζης της Ελλάδος, η χρυσή λίρα έκλεισε χθες στις 3.050 δραχμές. bbox=[4, 169, 339, 191]
row-label: Πεσέτα Ισπανίας bbox=[6, 431, 73, 442]
row-value: 7,249 bbox=[314, 387, 337, 398]
row-label: Λισσαβώνα bbox=[357, 179, 402, 190]
row-value: 19,708 bbox=[482, 82, 511, 93]
banknote-row bbox=[4, 474, 339, 485]
row-label: Φράγκο Βελγίου bbox=[6, 333, 71, 344]
row-value: 31,825 bbox=[551, 212, 580, 223]
row-label: Όσλο bbox=[357, 158, 379, 169]
row-value: 7,252 bbox=[487, 179, 511, 190]
tax-text-3: τα 30% στην αμοιβή της εργασίας, 20% στις επιχειρήσεις, 20% στα κέρδη και 30% στα λοιπά ποσά. 8. Η φορολογική μεταρρύθμιση που προωθείται θα στηριχθεί στη δικαιότερη κατανομή των βαρών. 9. Προσφέρεται βοήθεια στους συνταξιούχους με την αύξηση του αφορολόγητου ποσού των συντάξεων. 7. Αναφορικά με την συμβολή του τουρισμού στο ισοζύγιο πληρωμών, οι εισπράξεις του 1979 αναμένεται να ξεπεράσουν τα 1.600 εκατ. δολλάρια. bbox=[969, 1723, 1148, 1877]
